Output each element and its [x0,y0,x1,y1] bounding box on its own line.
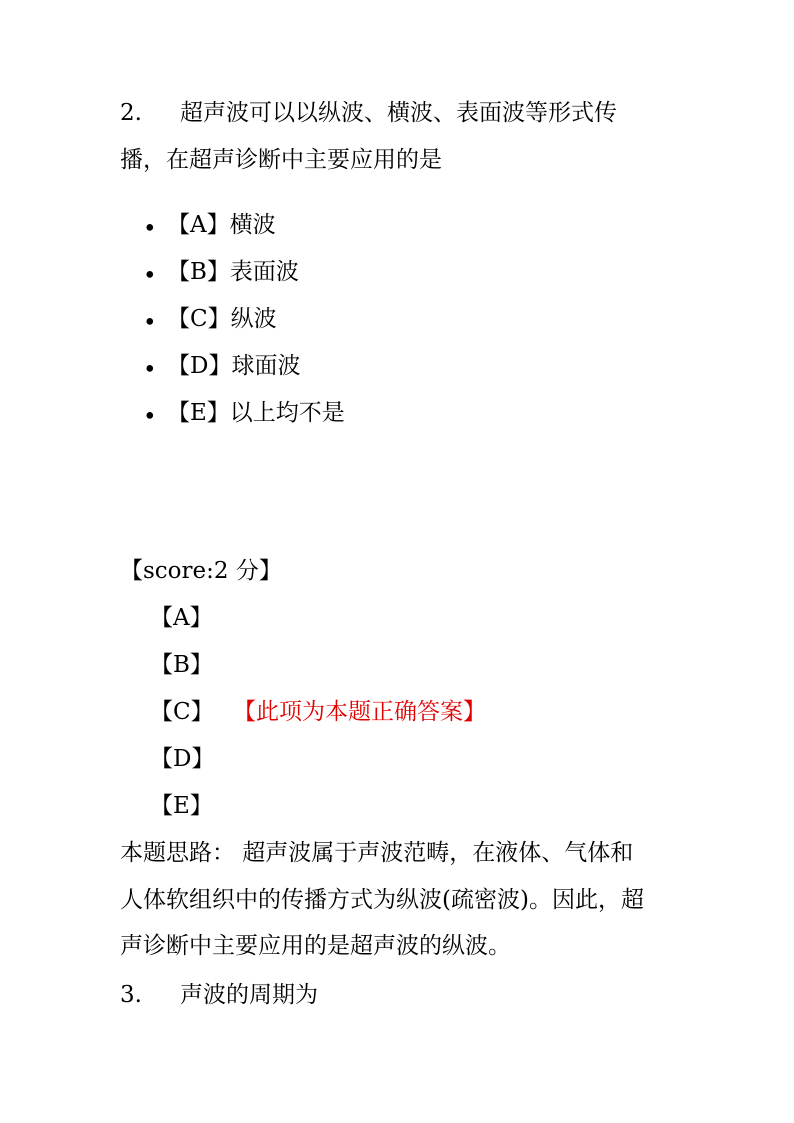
option-label: 【E】以上均不是 [167,400,345,426]
question-text: 声波的周期为 [180,982,318,1008]
explanation-line-3: 声诊断中主要应用的是超声波的纵波。 [120,933,511,959]
question-text: 超声波可以以纵波、横波、表面波等形式传 [180,100,617,126]
question-3-line-1 [120,980,318,1010]
bullet-icon: • [143,310,157,336]
option-label: 【C】纵波 [167,306,277,332]
answer-choice-c: 【C】 [150,699,214,725]
explanation-line-2: 人体软组织中的传播方式为纵波(疏密波)。因此，超 [120,887,644,913]
answer-choice-b: 【B】 [150,652,213,678]
score-label: 【score:2 分】 [120,558,282,584]
option-label: 【B】表面波 [167,259,299,285]
correct-answer-marker: 【此项为本题正确答案】 [233,699,486,725]
bullet-icon: • [143,404,157,430]
bullet-icon: • [143,263,157,289]
question-2-line-1 [120,98,617,128]
bullet-icon: • [143,216,157,242]
question-number: 3. [120,982,142,1008]
explanation-line-1: 本题思路： 超声波属于声波范畴，在液体、气体和 [120,840,634,866]
answer-choice-a: 【A】 [150,605,213,631]
question-2-line-2: 播，在超声诊断中主要应用的是 [120,147,442,173]
answer-choice-d: 【D】 [150,746,215,772]
option-label: 【D】球面波 [167,353,301,379]
option-label: 【A】横波 [167,212,276,238]
answer-choice-e: 【E】 [150,793,213,819]
question-number: 2. [120,100,142,126]
bullet-icon: • [143,357,157,383]
